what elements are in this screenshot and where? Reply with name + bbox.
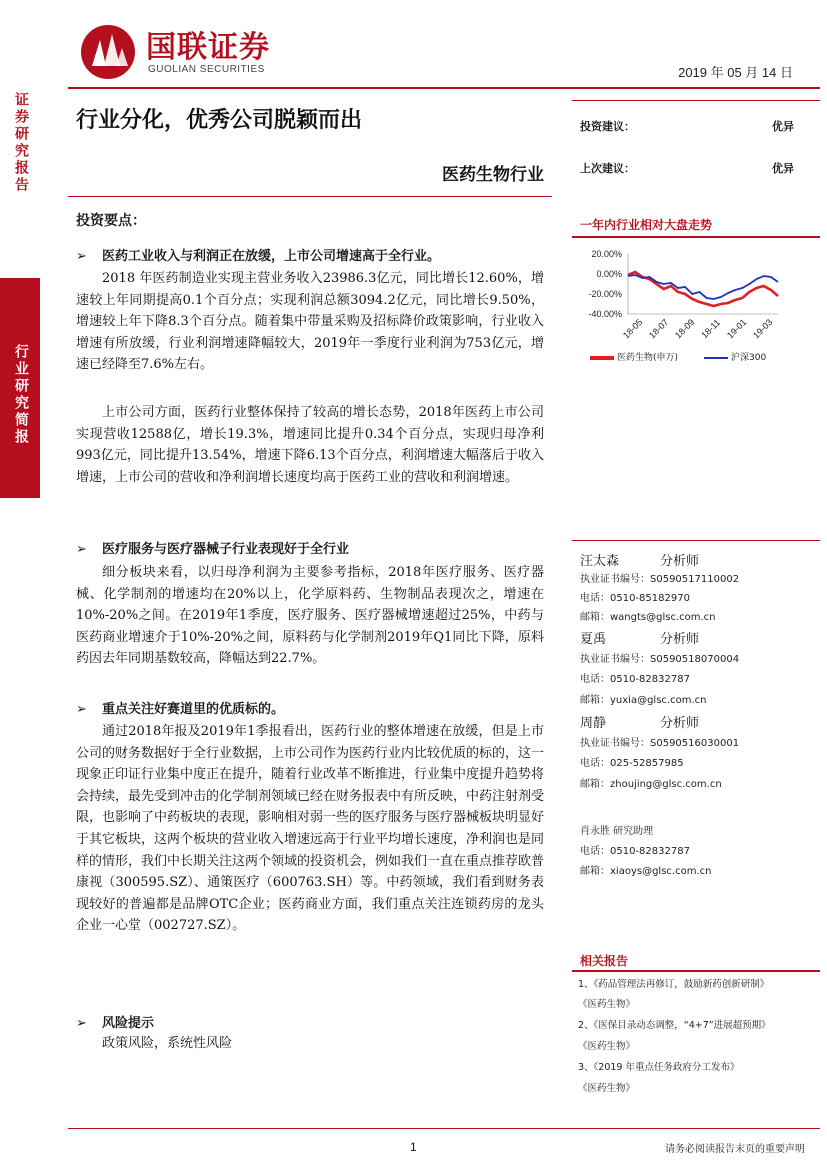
analyst-email[interactable]: 邮箱：wangts@glsc.com.cn: [580, 612, 716, 623]
legend-label: 沪深300: [731, 353, 767, 363]
paragraph: 通过2018年报及2019年1季报看出，医药行业的整体增速在放缓，但是上市公司的财务数据好于全行业数据，上市公司作为医药行业内比较优质的标的，这一现象正印证行业集中度正在提升，随着行业改革不断推进，行业集中度提升趋势将会持续，最先受到冲击的化学制剂领域已经在财务报表中有所反映，中药注射剂受限，也影响了中药板块的表现，影响相对弱一些的医疗服务与医疗器械板块明显好于其它板块，这两个板块的营业收入增速远高于行业平均增长速度，净利润也是同样的情形，我们中长期关注这两个领域的投资机会，例如我们一直在重点推荐欧普康视（300595.SZ）、通策医疗（600763.SH）等。中药领域，我们看到财务表现较好的普遍都是品牌OTC企业；医药商业方面，我们重点关注连锁药房的龙头企业一心堂（002727.SZ）。: [76, 724, 545, 934]
analyst-role: 分析师: [660, 632, 700, 647]
chart-title: 一年内行业相对大盘走势: [580, 218, 713, 232]
sidebar-label-type: 行业研究简报: [13, 344, 29, 446]
related-report-item[interactable]: 3、《2019 年重点任务政府分工发布》: [578, 1062, 740, 1073]
analyst-email[interactable]: 邮箱：zhoujing@glsc.com.cn: [580, 779, 722, 790]
rating-previous-value: 优异: [772, 162, 794, 175]
page-number: 1: [410, 1140, 417, 1154]
paragraph: 2018 年医药制造业实现主营业务收入23986.3亿元，同比增长12.60%，增速较上年同期提高0.1个百分点；实现利润总额3094.2亿元，同比增长9.50%，增速较上年下降8.3个百分点。随着集中带量采购及招标降价政策影响，行业收入增速有所放缓，行业利润增速降幅较大，2019年一季度行业利润为753亿元，增速已经降至7.6%左右。: [76, 271, 544, 373]
report-date: 2019 年 05 月 14 日: [678, 65, 793, 80]
x-tick-label: 18-09: [673, 317, 697, 341]
bullet-arrow-icon: ➢: [76, 1016, 87, 1031]
header-divider: [68, 87, 820, 89]
x-tick-label: 19-03: [751, 317, 775, 341]
section-heading-text: 医药工业收入与利润正在放缓，上市公司增速高于全行业。: [102, 249, 441, 264]
paragraph: 上市公司方面，医药行业整体保持了较高的增长态势，2018年医药上市公司实现营收12588亿，增长19.3%，增速同比提升0.34个百分点，实现归母净利993亿元，同比提升13.54%，增速下降6.13个百分点，利润增速大幅落后于收入增速，上市公司的营收和净利润增长速度均高于医药工业的营收和利润增速。: [76, 405, 544, 485]
section-heading-1: [76, 245, 440, 264]
y-tick-label: 20.00%: [591, 249, 622, 259]
bullet-arrow-icon: ➢: [76, 702, 87, 717]
sidebar-label-report: 证券研究报告: [13, 92, 29, 194]
analyst-divider: [572, 540, 820, 541]
legend-swatch: [590, 356, 614, 360]
industry-name: 医药生物行业: [442, 165, 544, 185]
related-report-category: 《医药生物》: [578, 1041, 636, 1052]
relative-performance-chart: [572, 244, 820, 376]
related-reports-divider: [572, 970, 820, 972]
analyst-phone: 电话：0510-85182970: [580, 593, 690, 604]
bullet-arrow-icon: ➢: [76, 542, 87, 557]
section-heading-2: [76, 538, 349, 557]
assistant-phone: 电话：0510-82832787: [580, 846, 690, 857]
analyst-name: 汪太森: [580, 554, 620, 569]
section-heading-4: [76, 1012, 154, 1031]
related-report-category: 《医药生物》: [578, 1083, 636, 1094]
section-heading-text: 风险提示: [102, 1016, 155, 1031]
rating-top-divider: [572, 100, 820, 101]
analyst-name: 夏禹: [580, 632, 607, 647]
analyst-phone: 电话：025-52857985: [580, 758, 684, 769]
y-tick-label: -20.00%: [588, 289, 622, 299]
rating-previous-label: 上次建议：: [580, 162, 635, 175]
x-tick-label: 18-07: [647, 317, 671, 341]
analyst-role: 分析师: [660, 716, 700, 731]
analyst-name: 周静: [580, 716, 607, 731]
y-tick-label: -40.00%: [588, 309, 622, 319]
paragraph: 政策风险，系统性风险: [102, 1036, 233, 1051]
related-report-item[interactable]: 2、《医保目录动态调整，“4+7”进展超预期》: [578, 1020, 771, 1031]
logo-text-en: GUOLIAN SECURITIES: [148, 64, 265, 75]
x-tick-label: 19-01: [725, 317, 749, 341]
analyst-phone: 电话：0510-82832787: [580, 674, 690, 685]
related-report-item[interactable]: 1、《药品管理法再修订，鼓励新药创新研制》: [578, 979, 770, 990]
x-tick-label: 18-05: [621, 317, 645, 341]
company-logo: [78, 20, 318, 86]
analyst-cert: 执业证书编号：S0590517110002: [580, 574, 740, 585]
paragraph: 细分板块来看，以归母净利润为主要参考指标，2018年医疗服务、医疗器械、化学制剂的增速均在20%以上，化学原料药、生物制品表现次之，增速在10%-20%之间。在2019年1季度，医疗服务、医疗器械增速超过25%，中药与医药商业增速介于10%-20%之间，原料药与化学制剂2019年Q1同比下降，原料药因去年同期基数较高，降幅达到22.7%。: [76, 565, 544, 667]
x-tick-label: 18-11: [699, 317, 723, 341]
analyst-cert: 执业证书编号：S0590518070004: [580, 654, 740, 665]
assistant-email[interactable]: 邮箱：xiaoys@glsc.com.cn: [580, 866, 712, 877]
disclaimer-note: 请务必阅读报告末页的重要声明: [665, 1144, 805, 1155]
related-reports-title: 相关报告: [580, 954, 629, 968]
key-points-heading: 投资要点：: [76, 213, 146, 229]
assistant-title: 肖永胜 研究助理: [580, 826, 654, 837]
legend-swatch: [704, 357, 728, 359]
footer-divider: [68, 1128, 820, 1129]
chart-divider: [572, 236, 820, 238]
section-heading-3: [76, 698, 284, 717]
logo-emblem-icon: [78, 22, 138, 82]
y-tick-label: 0.00%: [596, 269, 622, 279]
related-report-category: 《医药生物》: [578, 999, 636, 1010]
analyst-cert: 执业证书编号：S0590516030001: [580, 738, 740, 749]
logo-text-cn: 国联证券: [146, 30, 270, 65]
rating-current-value: 优异: [772, 120, 794, 133]
bullet-arrow-icon: ➢: [76, 249, 87, 264]
report-title: 行业分化，优秀公司脱颖而出: [76, 108, 363, 133]
series-line: [628, 275, 778, 299]
section-heading-text: 重点关注好赛道里的优质标的。: [102, 702, 285, 717]
analyst-email[interactable]: 邮箱：yuxia@glsc.com.cn: [580, 695, 707, 706]
rating-current-label: 投资建议：: [580, 120, 635, 133]
title-divider: [68, 196, 552, 197]
legend-label: 医药生物(申万): [617, 353, 679, 363]
analyst-role: 分析师: [660, 554, 700, 569]
section-heading-text: 医疗服务与医疗器械子行业表现好于全行业: [102, 542, 350, 557]
